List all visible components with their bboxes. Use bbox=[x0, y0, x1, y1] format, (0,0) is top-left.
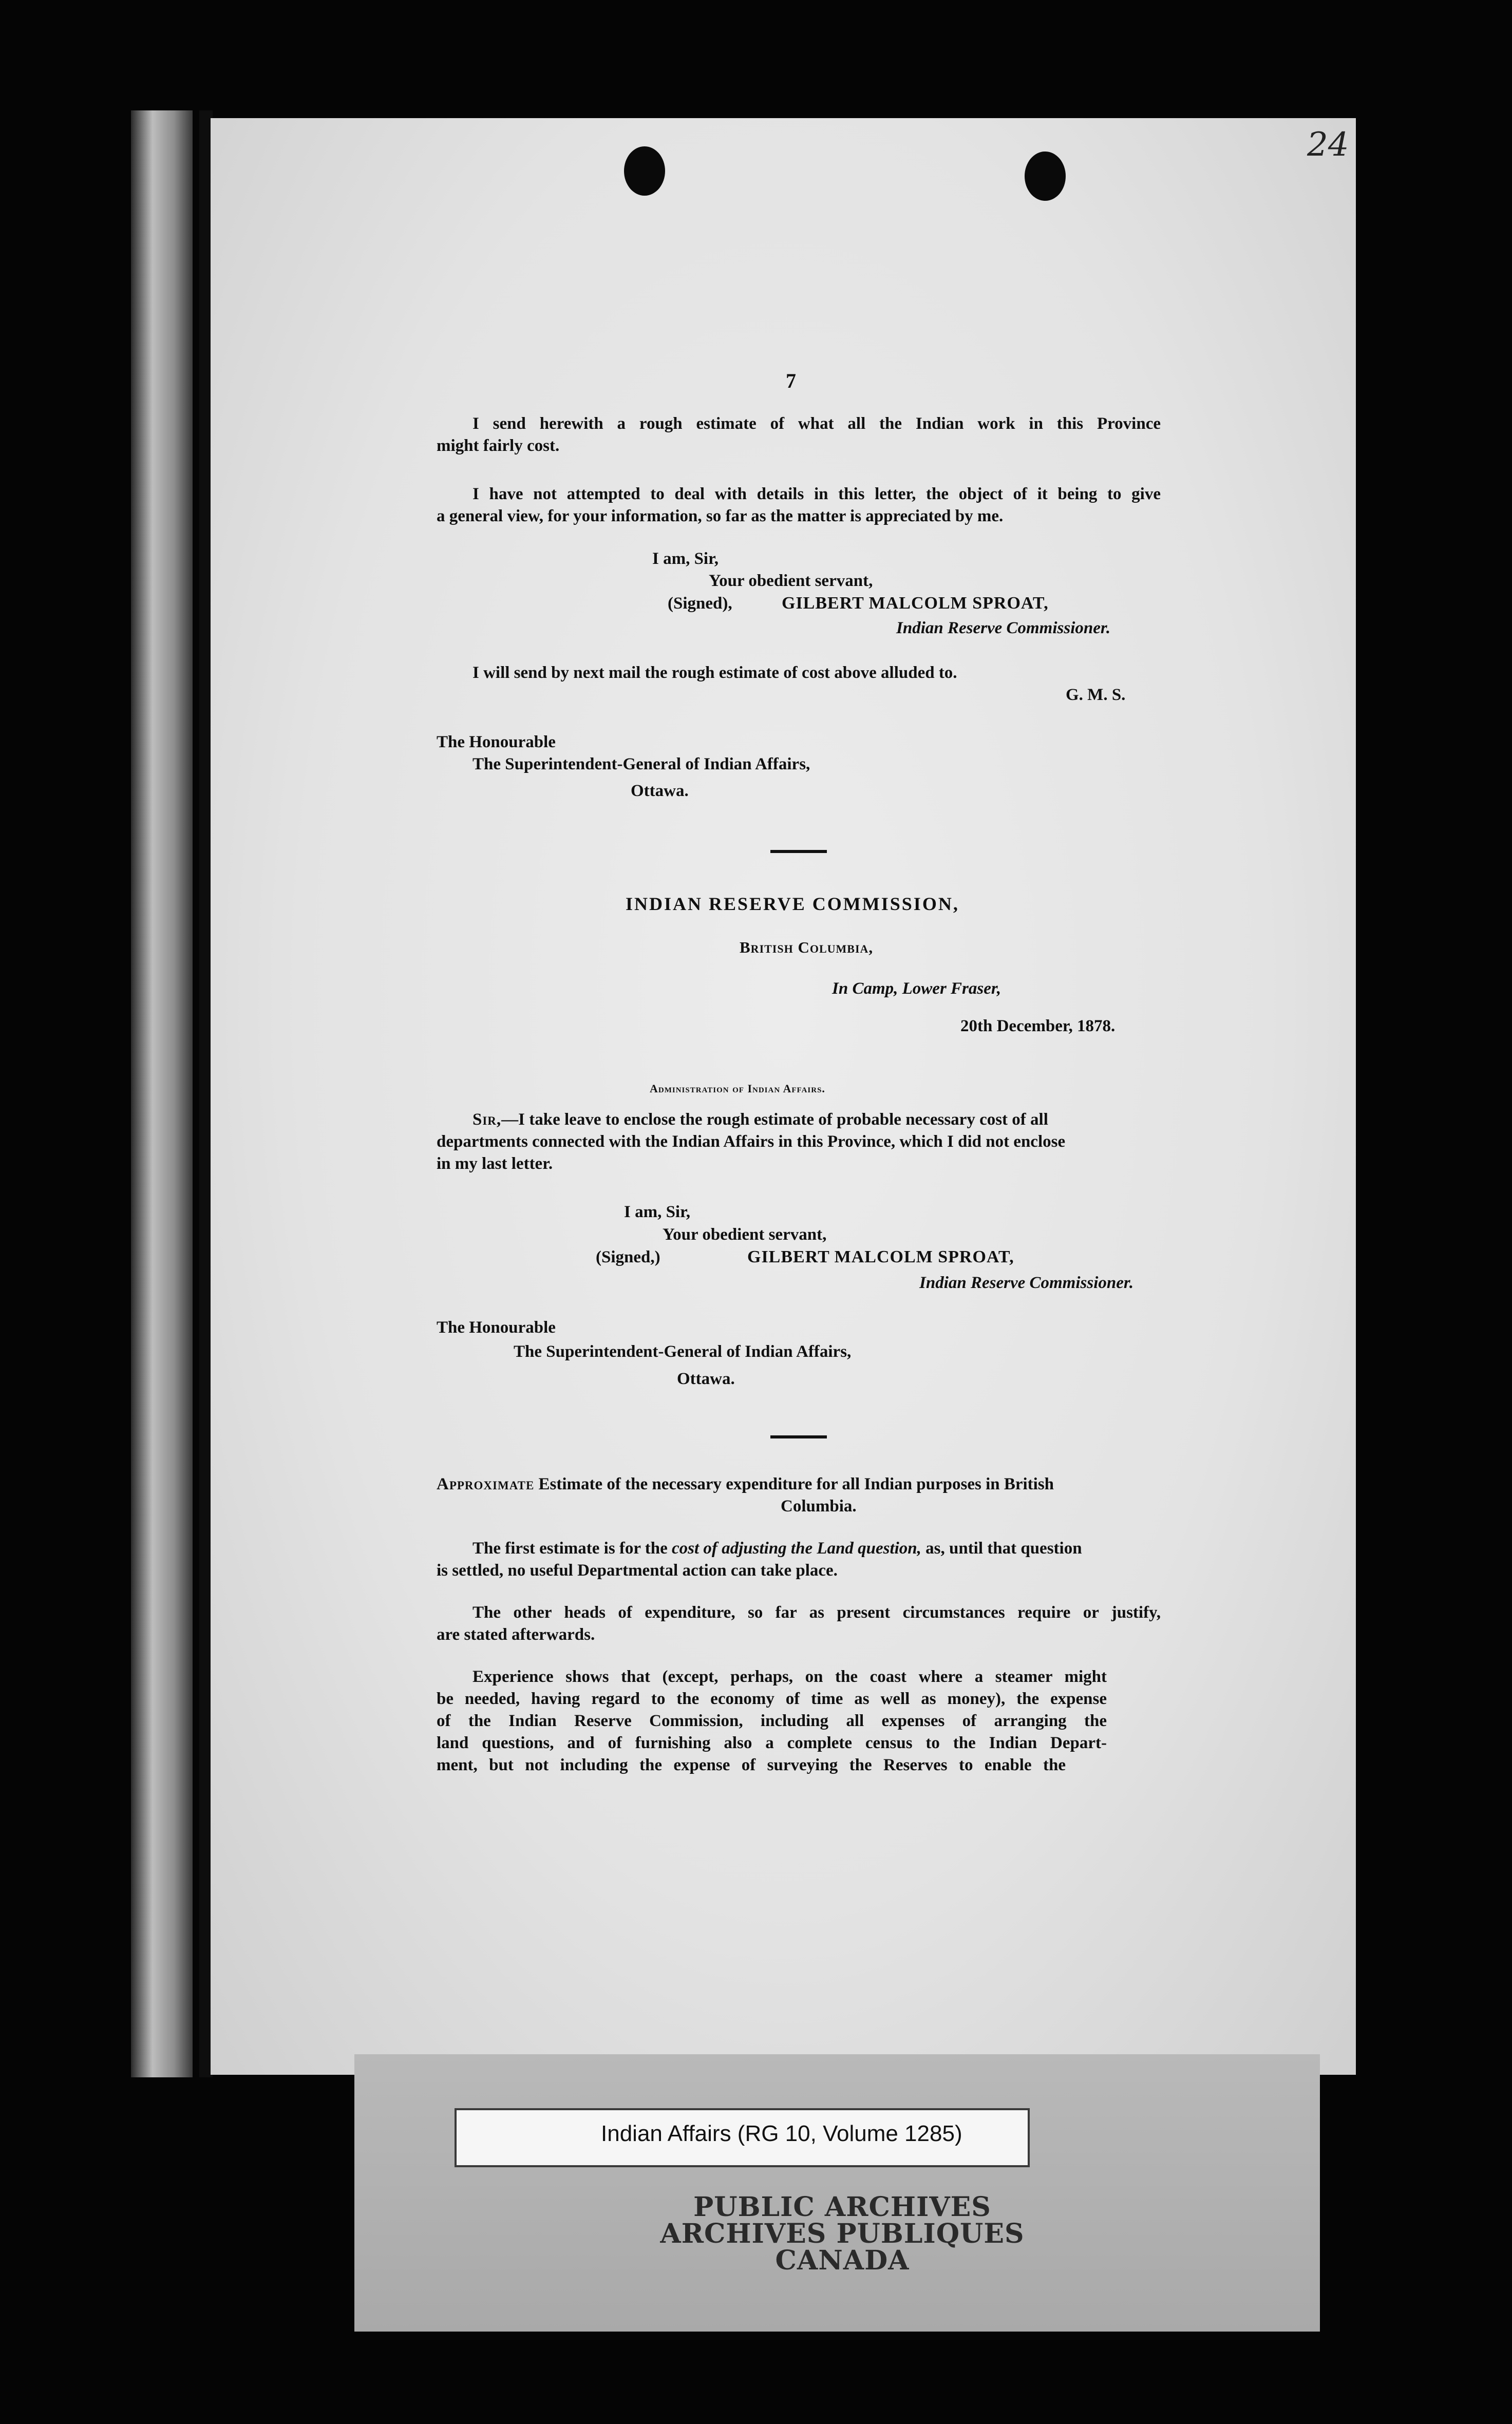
estimate-p2-line2: are stated afterwards. bbox=[437, 1625, 595, 1644]
estimate-p3-line3: of the Indian Reserve Commission, including all expenses of arranging the bbox=[437, 1712, 1107, 1730]
letter1-p2-line2: a general view, for your information, so far as the matter is appreciated by me. bbox=[437, 507, 1004, 525]
letter1-addr3: Ottawa. bbox=[631, 782, 689, 800]
section-divider-2 bbox=[770, 1435, 827, 1438]
letter2-servant: Your obedient servant, bbox=[663, 1225, 827, 1244]
letter2-province: British Columbia, bbox=[740, 938, 874, 956]
estimate-p3-line2: be needed, having regard to the economy of time as well as money), the expense bbox=[437, 1690, 1107, 1708]
letter1-closing: I am, Sir, bbox=[652, 550, 719, 568]
punch-hole-right bbox=[1025, 152, 1066, 201]
punch-hole-left bbox=[624, 146, 665, 196]
estimate-p1-line2: is settled, no useful Departmental action can take place. bbox=[437, 1561, 838, 1580]
estimate-p1-b: as, until that question bbox=[925, 1539, 1082, 1558]
letter2-dept: Administration of Indian Affairs. bbox=[650, 1082, 825, 1095]
letter2-signer: GILBERT MALCOLM SPROAT, bbox=[747, 1247, 1014, 1266]
estimate-heading-rest: Estimate of the necessary expenditure for all Indian purposes in British bbox=[538, 1475, 1054, 1493]
archive-stamp-line2: ARCHIVES PUBLIQUES bbox=[660, 2218, 1025, 2249]
letter1-p1-line1: I send herewith a rough estimate of what all the Indian work in this Province bbox=[472, 414, 1161, 433]
letter2-body-line3: in my last letter. bbox=[437, 1154, 553, 1173]
estimate-heading-line2: Columbia. bbox=[781, 1497, 857, 1516]
letter2-body-line2: departments connected with the Indian Affairs in this Province, which I did not enclose bbox=[437, 1132, 1066, 1151]
letter1-servant: Your obedient servant, bbox=[709, 572, 873, 590]
letter2-addr1: The Honourable bbox=[437, 1318, 556, 1337]
estimate-heading-line1 bbox=[437, 1474, 1161, 1494]
estimate-p2-line1: The other heads of expenditure, so far as present circumstances require or justify, bbox=[472, 1603, 1161, 1622]
estimate-p1-line1 bbox=[472, 1538, 1082, 1559]
estimate-p1-italic: cost of adjusting the Land question, bbox=[671, 1539, 921, 1558]
letter1-addr1: The Honourable bbox=[437, 733, 556, 751]
letter2-addr2: The Superintendent-General of Indian Affairs, bbox=[514, 1342, 852, 1361]
letter2-title: Indian Reserve Commissioner. bbox=[919, 1274, 1134, 1292]
letter1-postscript: I will send by next mail the rough estimate of cost above alluded to. bbox=[472, 664, 957, 682]
letter2-salutation: Sir, bbox=[472, 1110, 502, 1129]
letter1-initials: G. M. S. bbox=[1066, 686, 1126, 704]
letter2-closing: I am, Sir, bbox=[624, 1203, 690, 1221]
letter1-addr2: The Superintendent-General of Indian Affairs, bbox=[472, 755, 810, 773]
letter2-place: In Camp, Lower Fraser, bbox=[832, 979, 1001, 998]
archive-stamp-line3: CANADA bbox=[775, 2245, 910, 2276]
estimate-p3-line5: ment, but not including the expense of surveying the Reserves to enable the bbox=[437, 1756, 1066, 1774]
letter2-addr3: Ottawa. bbox=[677, 1370, 735, 1388]
archive-label-text: Indian Affairs (RG 10, Volume 1285) bbox=[601, 2121, 962, 2146]
letter2-heading: INDIAN RESERVE COMMISSION, bbox=[626, 894, 959, 914]
letter2-signed: (Signed,) bbox=[596, 1248, 660, 1266]
letter2-body-line1-text: —I take leave to enclose the rough estimate of probable necessary cost of all bbox=[501, 1110, 1048, 1129]
letter2-body-line1 bbox=[472, 1109, 1161, 1130]
letter1-signer: GILBERT MALCOLM SPROAT, bbox=[782, 594, 1049, 613]
letter1-signed: (Signed), bbox=[668, 594, 732, 613]
page-number: 7 bbox=[786, 369, 796, 392]
archive-stamp-line1: PUBLIC ARCHIVES bbox=[693, 2191, 991, 2223]
letter1-p1-line2: might fairly cost. bbox=[437, 437, 560, 455]
folio-number: 24 bbox=[1307, 126, 1349, 164]
estimate-p1-a: The first estimate is for the bbox=[472, 1539, 668, 1558]
estimate-p3-line1: Experience shows that (except, perhaps, on the coast where a steamer might bbox=[472, 1668, 1107, 1686]
letter2-date: 20th December, 1878. bbox=[960, 1017, 1116, 1035]
binding-spine bbox=[131, 110, 193, 2077]
section-divider-1 bbox=[770, 850, 827, 853]
letter1-p2-line1: I have not attempted to deal with details in this letter, the object of it being to give bbox=[472, 485, 1161, 503]
estimate-heading-word: Approximate bbox=[437, 1475, 535, 1493]
letter1-title: Indian Reserve Commissioner. bbox=[896, 619, 1111, 637]
estimate-p3-line4: land questions, and of furnishing also a complete census to the Indian Depart- bbox=[437, 1734, 1107, 1752]
